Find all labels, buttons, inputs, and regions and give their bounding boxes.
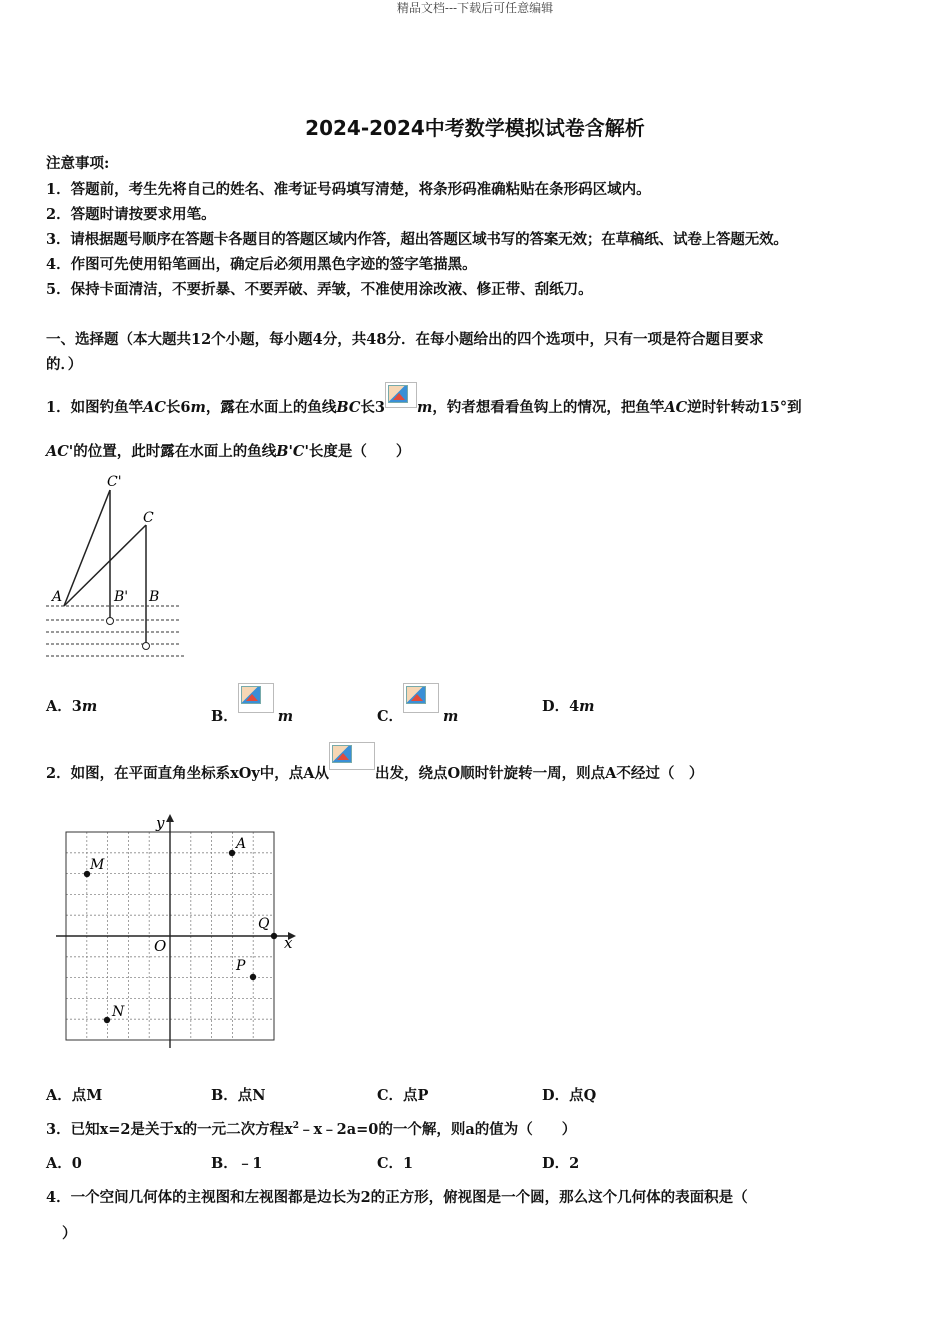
option-value: 3 [71, 698, 82, 715]
q2-text: 2．如图，在平面直角坐标系xOy中，点A从 [46, 765, 330, 782]
q1-text: 逆时针转动15°到 [687, 399, 802, 416]
option-label: B． [211, 708, 238, 725]
point-a [229, 850, 235, 856]
option-label: D． [542, 698, 570, 715]
q1-unit: m [417, 399, 433, 416]
q1-fishing-rod-figure [40, 470, 200, 665]
q1-option-a [46, 695, 97, 716]
hook-icon [107, 618, 114, 625]
notice-item: 2．答题时请按要求用笔。 [46, 206, 216, 223]
q1-option-b [211, 695, 293, 726]
q1-bc: BC [336, 399, 361, 416]
question-1-stem [46, 390, 802, 417]
q3-exponent: 2 [292, 1121, 300, 1132]
notice-heading: 注意事项: [46, 155, 110, 172]
section-heading-cont: 的．） [46, 356, 83, 373]
notice-item: 1．答题前，考生先将自己的姓名、准考证号码填写清楚，将条形码准确粘贴在条形码区域内。 [46, 181, 651, 198]
origin-label: O [154, 937, 167, 955]
option-label: C． [377, 708, 404, 725]
label-m: M [90, 857, 105, 873]
q1-text: 长度是（ ） [308, 443, 411, 460]
question-4-stem-cont: ） [62, 1225, 77, 1242]
q1-text: 1．如图钓鱼竿 [46, 399, 144, 416]
q3-text: 3．已知x=2是关于x的一元二次方程x [46, 1121, 293, 1138]
page-header-note: 精品文档---下载后可任意编辑 [396, 1, 554, 15]
broken-image-icon [403, 683, 439, 713]
label-a: A [236, 836, 247, 852]
q3-option-b: B．﹣1 [211, 1155, 263, 1172]
notice-item: 3．请根据题号顺序在答题卡各题目的答题区域内作答，超出答题区域书写的答案无效；在草稿纸、试卷上答题无效。 [46, 231, 788, 248]
q3-option-d: D．2 [542, 1155, 580, 1172]
q1-ac: AC [143, 399, 166, 416]
question-2-stem [46, 754, 703, 783]
point-p [250, 974, 256, 980]
q1-unit: m [190, 399, 206, 416]
q3-option-c: C．1 [377, 1155, 414, 1172]
label-c-prime: C' [107, 474, 122, 490]
axis-label-x: x [284, 934, 293, 952]
q2-coordinate-grid-figure [52, 812, 302, 1057]
option-label: A． [46, 698, 72, 715]
hook-icon [143, 643, 150, 650]
q3-text: ﹣x﹣2a=0的一个解，则a的值为（ ） [299, 1121, 577, 1138]
q2-option-a: A．点M [46, 1087, 103, 1104]
label-n: N [112, 1004, 125, 1020]
q3-option-a: A．0 [46, 1155, 82, 1172]
q1-text: ，钓者想看看鱼钩上的情况，把鱼竿 [432, 399, 665, 416]
option-unit: m [81, 698, 98, 715]
q1-text: 长6 [165, 399, 191, 416]
q1-option-d [542, 695, 595, 716]
q2-option-b: B．点N [211, 1087, 266, 1104]
notice-item: 4．作图可先使用铅笔画出，确定后必须用黑色字迹的签字笔描黑。 [46, 256, 477, 273]
broken-image-icon [238, 683, 274, 713]
label-q: Q [258, 916, 270, 932]
label-b: B [149, 589, 160, 605]
q2-option-d: D．点Q [542, 1087, 597, 1104]
question-4-stem: 4．一个空间几何体的主视图和左视图都是边长为2的正方形，俯视图是一个圆，那么这个几何体的表面积是（ [46, 1189, 748, 1206]
axis-label-y: y [156, 814, 165, 832]
point-n [104, 1017, 110, 1023]
label-p: P [236, 958, 246, 974]
option-unit: m [443, 708, 459, 725]
q1-bc-prime: B'C' [276, 443, 309, 460]
label-c: C [143, 510, 154, 526]
q2-text: 出发，绕点O顺时针旋转一周，则点A不经过（ ） [375, 765, 704, 782]
label-a: A [52, 589, 63, 605]
question-1-stem-cont [46, 440, 410, 461]
broken-image-icon [385, 382, 417, 408]
option-unit: m [277, 708, 294, 725]
broken-image-icon [329, 742, 375, 770]
q1-text: 的位置，此时露在水面上的鱼线 [73, 443, 277, 460]
point-q [271, 933, 277, 939]
q1-ac-prime: AC' [46, 443, 74, 460]
option-value: 4 [569, 698, 580, 715]
question-3-stem [46, 1118, 576, 1139]
q2-option-c: C．点P [377, 1087, 429, 1104]
option-unit: m [579, 698, 595, 715]
page-title: 2024-2024中考数学模拟试卷含解析 [305, 116, 645, 140]
q1-ac: AC [664, 399, 688, 416]
q1-text: 长3 [360, 399, 385, 416]
q1-text: ，露在水面上的鱼线 [205, 399, 337, 416]
section-heading: 一、选择题（本大题共12个小题，每小题4分，共48分．在每小题给出的四个选项中，只有一项是符合题目要求 [46, 331, 764, 348]
label-b-prime: B' [114, 589, 129, 605]
q1-option-c [377, 695, 458, 726]
notice-item: 5．保持卡面清洁，不要折暴、不要弄破、弄皱，不准使用涂改液、修正带、刮纸刀。 [46, 281, 593, 298]
